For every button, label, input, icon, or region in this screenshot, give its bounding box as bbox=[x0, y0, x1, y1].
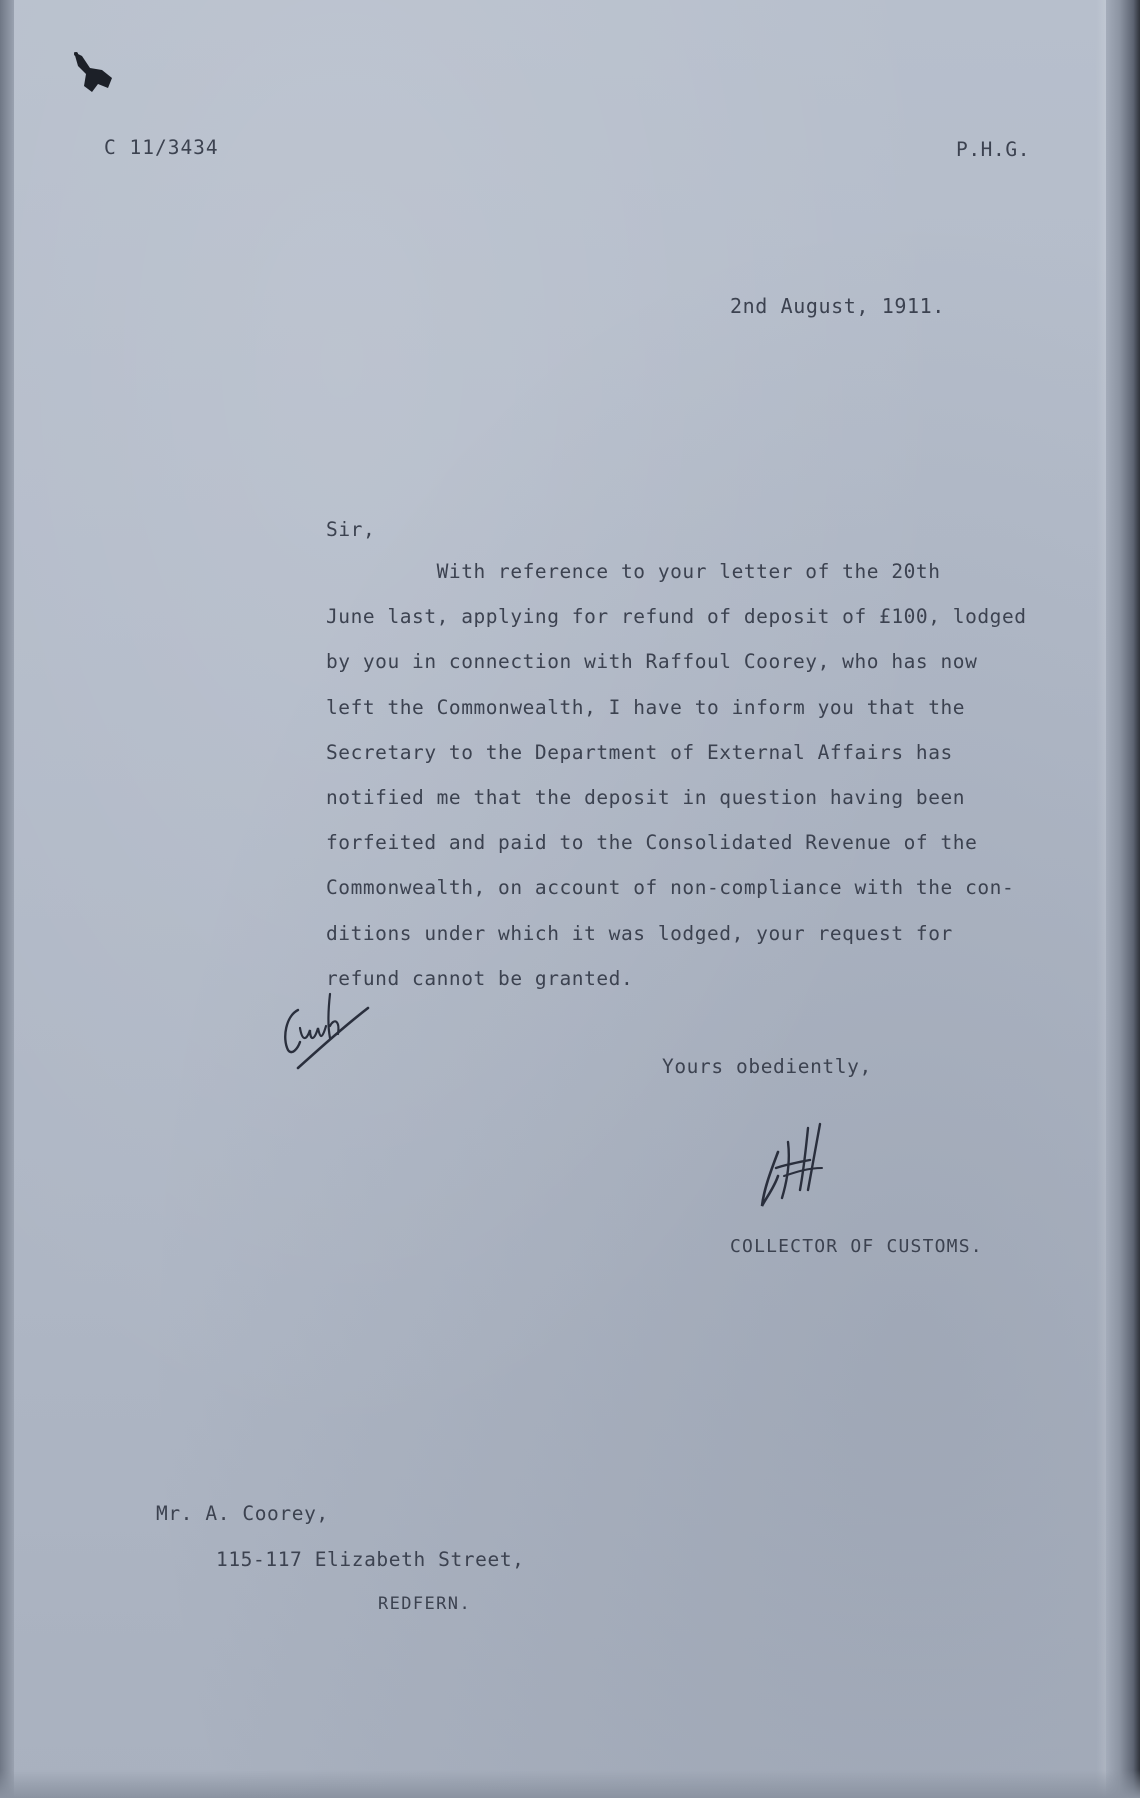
initials-reference: P.H.G. bbox=[956, 138, 1031, 161]
paper-bottom-edge bbox=[0, 1770, 1140, 1798]
body-line: ditions under which it was lodged, your request for bbox=[326, 921, 953, 945]
body-line: With reference to your letter of the 20th bbox=[326, 560, 941, 583]
addressee-name: Mr. A. Coorey, bbox=[156, 1502, 329, 1525]
body-line: left the Commonwealth, I have to inform you that the bbox=[326, 695, 966, 719]
body-line: refund cannot be granted. bbox=[326, 966, 634, 990]
body-line: June last, applying for refund of deposit of £100, lodged bbox=[326, 605, 1027, 629]
file-reference: C 11/3434 bbox=[104, 136, 219, 159]
salutation: Sir, bbox=[326, 518, 376, 541]
paper-right-fold bbox=[1096, 0, 1106, 1798]
handwritten-signature bbox=[748, 1118, 848, 1214]
body-line: forfeited and paid to the Consolidated Revenue of the bbox=[326, 831, 978, 855]
signatory-title: COLLECTOR OF CUSTOMS. bbox=[730, 1236, 983, 1257]
addressee-street: 115-117 Elizabeth Street, bbox=[216, 1548, 525, 1571]
body-line: by you in connection with Raffoul Coorey, who has now bbox=[326, 650, 978, 674]
paper-right-edge bbox=[1106, 0, 1140, 1798]
letter-date: 2nd August, 1911. bbox=[730, 294, 945, 318]
body-line: Secretary to the Department of External Affairs has bbox=[326, 740, 953, 764]
closing-line: Yours obediently, bbox=[662, 1055, 872, 1078]
handwritten-initials bbox=[278, 988, 378, 1070]
ink-blot-mark bbox=[68, 50, 118, 102]
body-line: notified me that the deposit in question having been bbox=[326, 786, 966, 809]
body-line: Commonwealth, on account of non-compliance with the con- bbox=[326, 876, 1015, 900]
addressee-town: REDFERN. bbox=[378, 1594, 472, 1614]
paper-left-edge bbox=[0, 0, 14, 1798]
